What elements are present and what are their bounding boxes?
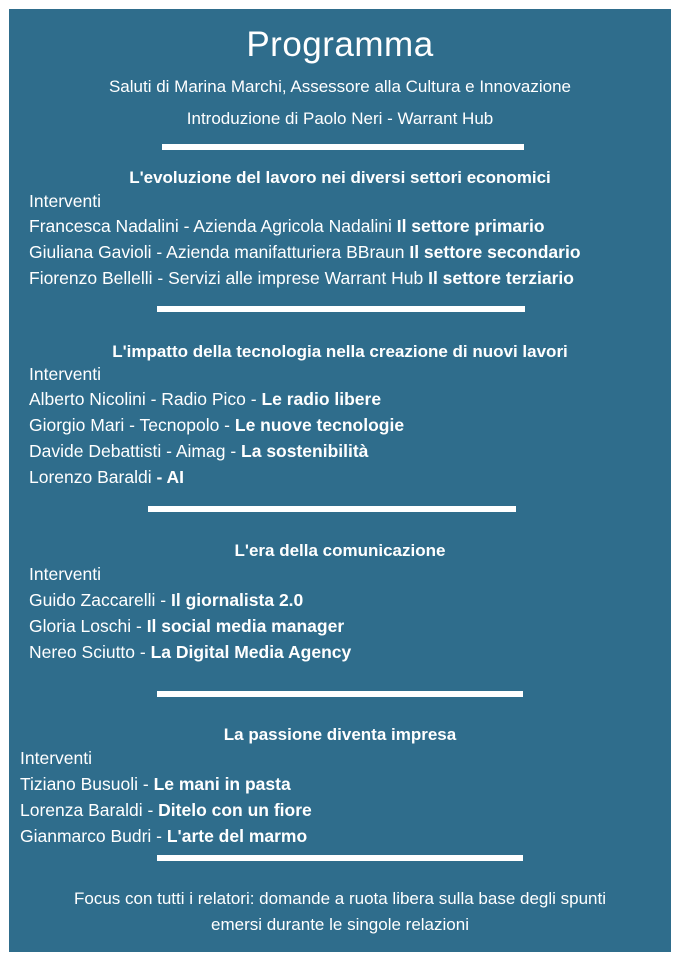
page-title: Programma: [246, 25, 434, 64]
programma-poster: [9, 9, 671, 952]
divider: [162, 144, 524, 150]
divider: [157, 306, 525, 312]
talk-topic: Il social media manager: [146, 616, 345, 636]
talk-row: [29, 467, 184, 488]
talk-topic: L'arte del marmo: [166, 826, 308, 846]
interventi-label-2: Interventi: [29, 364, 101, 384]
talk-topic: Il settore terziario: [428, 268, 574, 288]
section-title-2: L'impatto della tecnologia nella creazione di nuovi lavori: [112, 342, 568, 361]
talk-row: [29, 441, 368, 462]
talk-speaker: Davide Debattisti - Aimag -: [29, 441, 242, 461]
introduction-line: Introduzione di Paolo Neri - Warrant Hub: [186, 109, 494, 128]
interventi-label-3: Interventi: [29, 564, 101, 584]
talk-topic: - AI: [156, 467, 184, 487]
divider: [148, 506, 516, 512]
section-title-3: L'era della comunicazione: [234, 541, 446, 560]
talk-row: [29, 590, 303, 611]
talk-speaker: Fiorenzo Bellelli - Servizi alle imprese Warrant Hub: [29, 268, 429, 288]
interventi-label-1: Interventi: [29, 191, 101, 211]
talk-speaker: Tiziano Busuoli -: [20, 774, 154, 794]
divider: [157, 691, 523, 697]
talk-row: [29, 389, 381, 410]
talk-topic: Le radio libere: [261, 389, 382, 409]
talk-topic: Il settore secondario: [409, 242, 581, 262]
talk-speaker: Lorenzo Baraldi: [29, 467, 157, 487]
talk-speaker: Francesca Nadalini - Azienda Agricola Nadalini: [29, 216, 397, 236]
talk-row: [29, 268, 574, 289]
closing-note-line-2: emersi durante le singole relazioni: [211, 915, 469, 934]
talk-speaker: Alberto Nicolini - Radio Pico -: [29, 389, 262, 409]
section-title-1: L'evoluzione del lavoro nei diversi settori economici: [129, 168, 551, 187]
talk-speaker: Nereo Sciutto -: [29, 642, 151, 662]
talk-speaker: Giuliana Gavioli - Azienda manifatturiera BBraun: [29, 242, 410, 262]
talk-row: [29, 216, 545, 237]
talk-topic: Ditelo con un fiore: [158, 800, 312, 820]
talk-row: [29, 616, 344, 637]
talk-speaker: Gianmarco Budri -: [20, 826, 167, 846]
talk-topic: La Digital Media Agency: [150, 642, 352, 662]
talk-topic: La sostenibilità: [241, 441, 369, 461]
talk-speaker: Gloria Loschi -: [29, 616, 147, 636]
talk-row: [20, 826, 307, 847]
closing-note-line-1: Focus con tutti i relatori: domande a ruota libera sulla base degli spunti: [73, 889, 607, 908]
closing-note: [9, 886, 671, 938]
talk-topic: Il giornalista 2.0: [171, 590, 304, 610]
section-title-4: La passione diventa impresa: [223, 725, 457, 744]
talk-topic: Le mani in pasta: [153, 774, 291, 794]
talk-row: [29, 642, 351, 663]
talk-topic: Le nuove tecnologie: [234, 415, 405, 435]
greeting-line: Saluti di Marina Marchi, Assessore alla Cultura e Innovazione: [108, 77, 572, 96]
talk-row: [20, 774, 291, 795]
divider: [157, 855, 523, 861]
talk-speaker: Lorenza Baraldi -: [20, 800, 159, 820]
talk-row: [29, 242, 581, 263]
talk-row: [20, 800, 312, 821]
talk-row: [29, 415, 404, 436]
interventi-label-4: Interventi: [20, 748, 92, 768]
talk-topic: Il settore primario: [396, 216, 545, 236]
talk-speaker: Giorgio Mari - Tecnopolo -: [29, 415, 235, 435]
talk-speaker: Guido Zaccarelli -: [29, 590, 171, 610]
